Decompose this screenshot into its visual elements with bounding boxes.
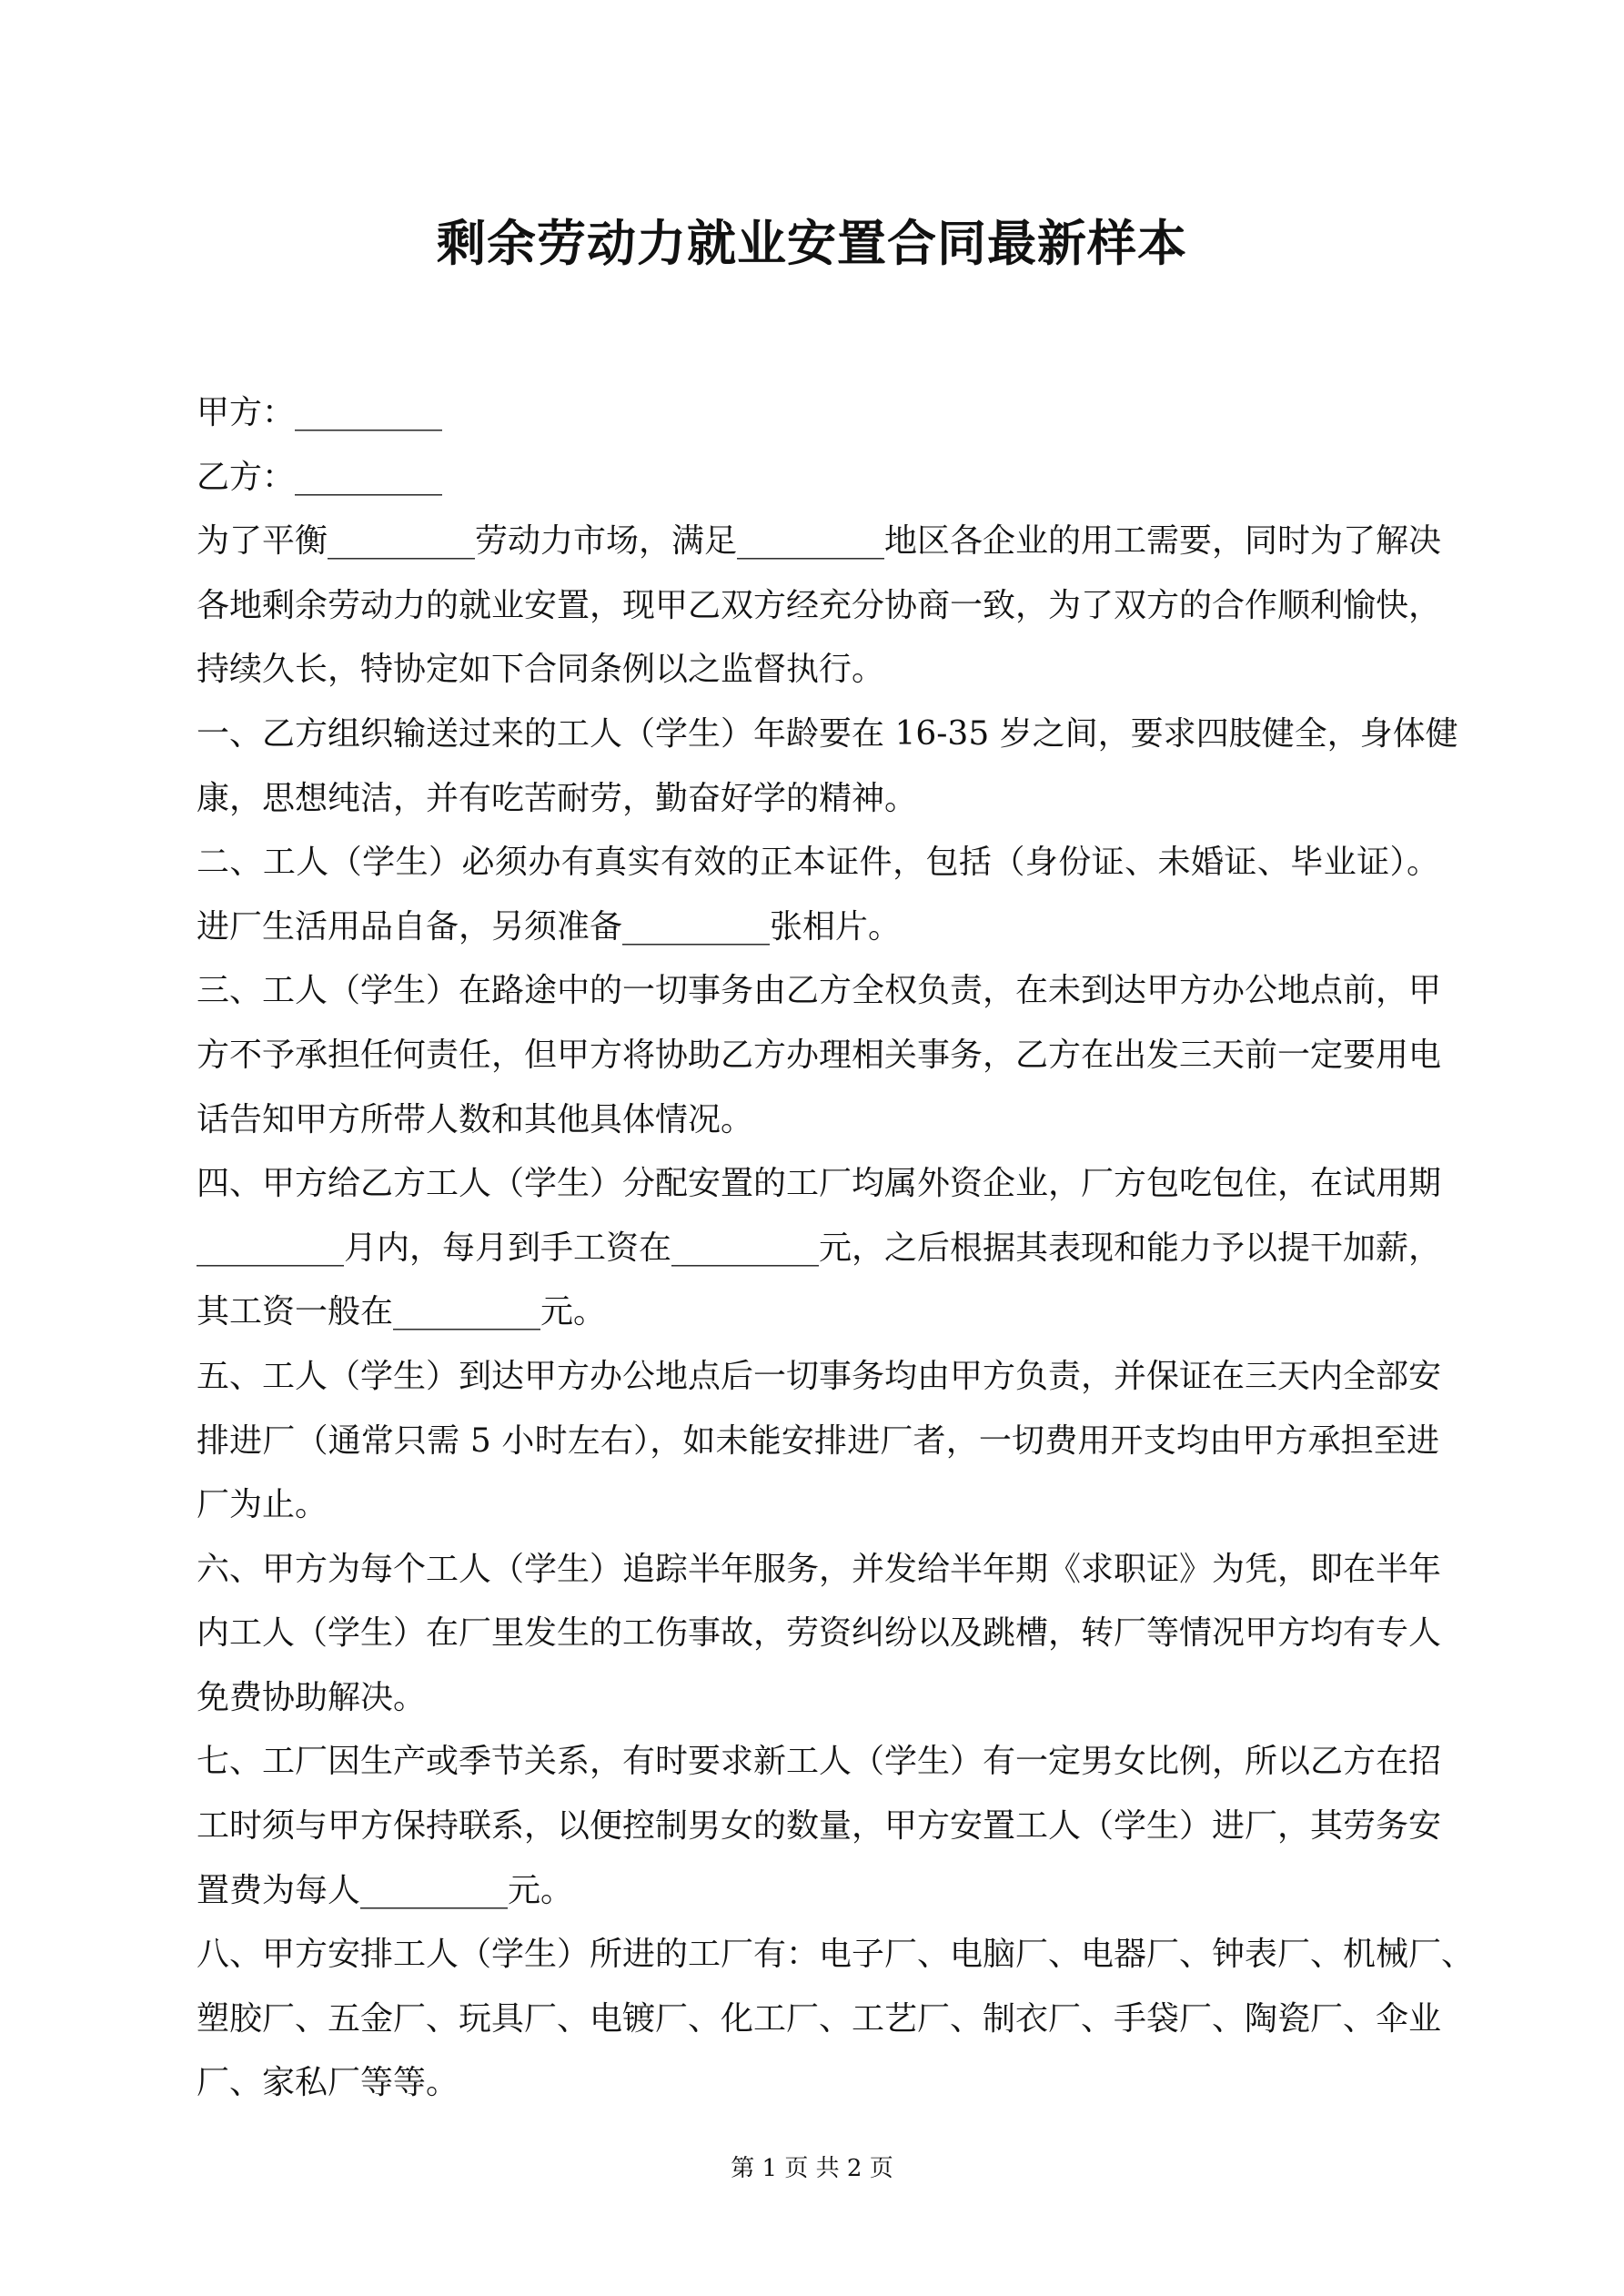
paragraph-line: 三、工人（学生）在路途中的一切事务由乙方全权负责，在未到达甲方办公地点前，甲 [197,972,1442,1010]
paragraph-line: 塑胶厂、五金厂、玩具厂、电镀厂、化工厂、工艺厂、制衣厂、手袋厂、陶瓷厂、伞业 [197,1999,1442,2038]
paragraph-line: 方不予承担任何责任，但甲方将协助乙方办理相关事务，乙方在出发三天前一定要用电 [197,1036,1442,1074]
paragraph-line: 置费为每人_________元。 [197,1871,574,1909]
document-title: 剩余劳动力就业安置合同最新样本 [437,214,1187,272]
paragraph-line: 七、工厂因生产或季节关系，有时要求新工人（学生）有一定男女比例，所以乙方在招 [197,1743,1442,1781]
paragraph-line: 工时须与甲方保持联系，以便控制男女的数量，甲方安置工人（学生）进厂，其劳务安 [197,1807,1442,1846]
contract-paragraph [197,1152,1442,1345]
paragraph-line: 为了平衡_________劳动力市场，满足_________地区各企业的用工需要，同时为了解决 [197,522,1442,561]
contract-paragraph [197,446,1439,511]
contract-paragraph [197,1538,1442,1731]
paragraph-line: 一、乙方组织输送过来的工人（学生）年龄要在 16-35 岁之间，要求四肢健全，身体健 [197,714,1458,753]
paragraph-line: 话告知甲方所带人数和其他具体情况。 [197,1100,754,1138]
contract-paragraph [197,959,1442,1152]
paragraph-line: 进厂生活用品自备，另须准备_________张相片。 [197,907,902,946]
paragraph-line: 康，思想纯洁，并有吃苦耐劳，勤奋好学的精神。 [197,779,918,817]
paragraph-line: 持续久长，特协定如下合同条例以之监督执行。 [197,651,885,689]
paragraph-line: 四、甲方给乙方工人（学生）分配安置的工厂均属外资企业，厂方包吃包住，在试用期 [197,1165,1442,1203]
contract-paragraph [197,831,1439,959]
paragraph-line: 甲方：_________ [197,394,443,431]
paragraph-line: 排进厂（通常只需 5 小时左右），如未能安排进厂者，一切费用开支均由甲方承担至进 [197,1421,1439,1460]
paragraph-line: 内工人（学生）在厂里发生的工伤事故，劳资纠纷以及跳槽，转厂等情况甲方均有专人 [197,1614,1442,1653]
paragraph-line: 乙方：_________ [197,458,443,496]
contract-body [197,381,1475,2116]
contract-paragraph [197,510,1442,703]
contract-paragraph [197,381,1439,446]
page-footer: 第 1 页 共 2 页 [731,2155,893,2182]
contract-paragraph [197,1923,1475,2116]
paragraph-line: 六、甲方为每个工人（学生）追踪半年服务，并发给半年期《求职证》为凭，即在半年 [197,1550,1442,1588]
contract-paragraph [197,1730,1442,1923]
paragraph-line: 免费协助解决。 [197,1678,427,1716]
contract-paragraph [197,703,1458,831]
paragraph-line: 其工资一般在_________元。 [197,1293,607,1331]
paragraph-line: 厂为止。 [197,1486,328,1524]
paragraph-line: 八、甲方安排工人（学生）所进的工厂有：电子厂、电脑厂、电器厂、钟表厂、机械厂、 [197,1936,1475,1974]
contract-paragraph [197,1345,1442,1538]
paragraph-line: 各地剩余劳动力的就业安置，现甲乙双方经充分协商一致，为了双方的合作顺利愉快， [197,586,1442,624]
paragraph-line: _________月内，每月到手工资在_________元，之后根据其表现和能力予以提干加薪， [197,1229,1442,1267]
paragraph-line: 二、工人（学生）必须办有真实有效的正本证件，包括（身份证、未婚证、毕业证）。 [197,844,1439,882]
paragraph-line: 厂、家私厂等等。 [197,2064,459,2102]
paragraph-line: 五、工人（学生）到达甲方办公地点后一切事务均由甲方负责，并保证在三天内全部安 [197,1357,1442,1395]
